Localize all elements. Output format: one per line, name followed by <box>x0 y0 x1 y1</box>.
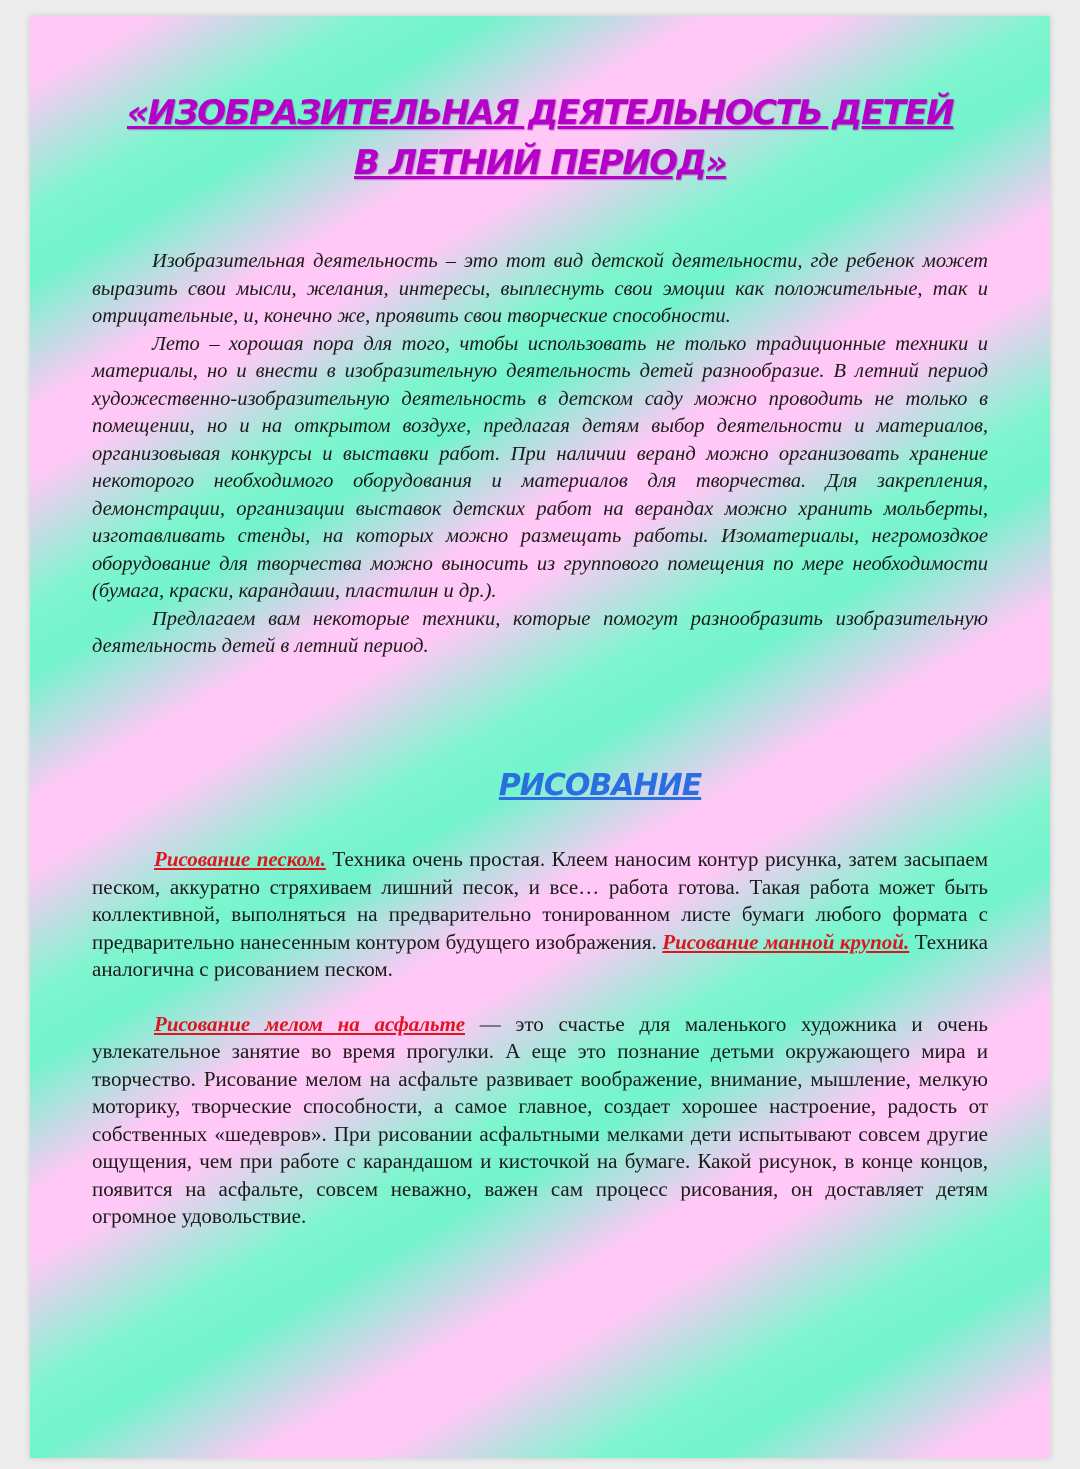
title-line-1: «ИЗОБРАЗИТЕЛЬНАЯ ДЕЯТЕЛЬНОСТЬ ДЕТЕЙ <box>126 93 954 133</box>
intro-text <box>92 248 988 661</box>
paragraph-sand-text: Техника очень простая. Клеем наносим контур рисунка, затем засыпаем песком, аккуратно стряхиваем лишний песок, и все… работа готова. Такая работа может быть коллективной, выполняться на предварительно тонированном листе бумаги любого формата с предварительно нанесенным контуром будущего изображения. <box>92 847 988 954</box>
document-title <box>30 88 1050 188</box>
paragraph-chalk-text: — это счастье для маленького художника и очень увлекательное занятие во время прогулки. А еще это познание детьми окружающего мира и творчество. Рисование мелом на асфальте развивает воображение, внимание, мышление, мелкую моторику, творческие способности, а самое главное, создает хорошее настроение, радость от собственных «шедевров». При рисовании асфальтными мелками дети испытывают совсем другие ощущения, чем при работе с карандашом и кисточкой на бумаге. Какой рисунок, в конце концов, появится на асфальте, совсем неважно, важен сам процесс рисования, он доставляет детям огромное удовольствие. <box>92 1011 988 1228</box>
paragraph-sand <box>92 846 988 984</box>
document-page <box>30 16 1050 1458</box>
title-line-2: В ЛЕТНИЙ ПЕРИОД» <box>354 143 726 183</box>
intro-paragraph-1: Изобразительная деятельность – это тот вид детской деятельности, где ребенок может выразить свои мысли, желания, интересы, выплеснуть свои эмоции как положительные, так и отрицательные, и, конечно же, проявить свои творческие способности. <box>92 250 988 327</box>
section-title-drawing: РИСОВАНИЕ <box>498 768 702 803</box>
highlight-chalk: Рисование мелом на асфальте <box>154 1011 466 1036</box>
intro-paragraph-2: Лето – хорошая пора для того, чтобы использовать не только традиционные техники и материалы, но и внести в изобразительную деятельность детей разнообразие. В летний период художественно-изобразительную деятельность в детском саду можно проводить не только в помещении, но и на открытом воздухе, предлагая детям выбор деятельности и материалов, организовывая конкурсы и выставки работ. При наличии веранд можно организовать хранение некоторого необходимого оборудования и материалов для творчества. Для закрепления, демонстрации, организации выставок детских работ на верандах можно хранить мольберты, изготавливать стенды, на которых можно размещать работы. Изоматериалы, негромоздкое оборудование для творчества можно выносить из группового помещения по мере необходимости (бумага, краски, карандаши, пластилин и др.). <box>92 332 988 602</box>
paragraph-semolina-text: Техника аналогична с рисованием песком. <box>92 929 988 981</box>
highlight-sand: Рисование песком. <box>154 847 326 871</box>
body-text <box>92 846 988 1231</box>
highlight-semolina: Рисование манной крупой. <box>662 929 910 954</box>
paragraph-chalk <box>92 1011 988 1231</box>
intro-paragraph-3: Предлагаем вам некоторые техники, которые помогут разнообразить изобразительную деятельность детей в летний период. <box>92 607 988 657</box>
